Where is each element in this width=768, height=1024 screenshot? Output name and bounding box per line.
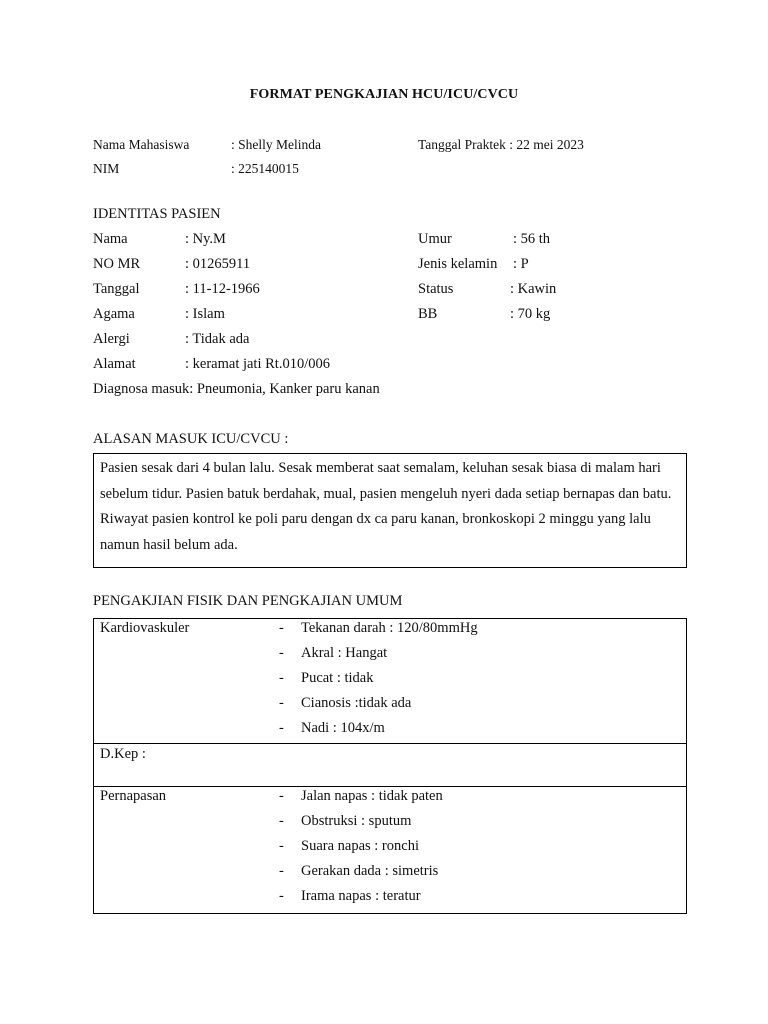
nim-value: : 225140015 (231, 161, 299, 176)
bullet-dash: - (279, 720, 284, 736)
patient-field-value: : Tidak ada (185, 331, 250, 347)
resp-item: Irama napas : teratur (301, 888, 421, 904)
nim-label: NIM (93, 161, 120, 176)
reason-section-title: ALASAN MASUK ICU/CVCU : (93, 431, 289, 447)
reason-text: Pasien sesak dari 4 bulan lalu. Sesak memberat saat semalam, keluhan sesak biasa di malam hari sebelum tidur. Pasien batuk berdahak, mual, pasien mengeluh nyeri dada setiap bernapas dan batu. Riwayat pasien kontrol ke poli paru dengan dx ca paru kanan, bronkoskopi 2 minggu yang lalu namun hasil belum ada. (100, 460, 672, 553)
table-divider (93, 786, 687, 787)
student-name-value: : Shelly Melinda (231, 137, 321, 152)
patient-section-title: IDENTITAS PASIEN (93, 206, 221, 222)
bullet-dash: - (279, 695, 284, 711)
patient-field-label: Alergi (93, 331, 130, 347)
bullet-dash: - (279, 838, 284, 854)
cardio-label: Kardiovaskuler (100, 620, 190, 636)
patient-field-value: : Islam (185, 306, 225, 322)
cardio-item: Pucat : tidak (301, 670, 374, 686)
patient-field-label: Nama (93, 231, 128, 247)
bullet-dash: - (279, 863, 284, 879)
patient-field-label: Umur (418, 231, 452, 247)
patient-field-label: Jenis kelamin (418, 256, 498, 272)
resp-item: Obstruksi : sputum (301, 813, 412, 829)
table-divider (93, 743, 687, 744)
cardio-item: Tekanan darah : 120/80mmHg (301, 620, 478, 636)
patient-field-label: Tanggal (93, 281, 140, 297)
patient-field-label: BB (418, 306, 438, 322)
diagnosis: Diagnosa masuk: Pneumonia, Kanker paru kanan (93, 381, 380, 397)
patient-field-value: : 70 kg (510, 306, 551, 322)
resp-item: Suara napas : ronchi (301, 838, 419, 854)
patient-field-value: : 56 th (513, 231, 551, 247)
patient-field-value: : 01265911 (185, 256, 251, 272)
cardio-item: Nadi : 104x/m (301, 720, 385, 736)
bullet-dash: - (279, 645, 284, 661)
patient-field-label: NO MR (93, 256, 141, 272)
resp-label: Pernapasan (100, 788, 167, 804)
bullet-dash: - (279, 788, 284, 804)
exam-section-title: PENGAKJIAN FISIK DAN PENGKAJIAN UMUM (93, 593, 403, 609)
practice-date: Tanggal Praktek : 22 mei 2023 (418, 137, 584, 152)
patient-field-value: : P (513, 256, 529, 272)
resp-item: Jalan napas : tidak paten (301, 788, 443, 804)
patient-field-value: : Kawin (510, 281, 557, 297)
patient-field-label: Status (418, 281, 454, 297)
patient-field-label: Alamat (93, 356, 136, 372)
patient-field-label: Agama (93, 306, 135, 322)
cardio-item: Cianosis :tidak ada (301, 695, 412, 711)
student-name-label: Nama Mahasiswa (93, 137, 190, 152)
bullet-dash: - (279, 670, 284, 686)
bullet-dash: - (279, 888, 284, 904)
bullet-dash: - (279, 620, 284, 636)
patient-field-value: : keramat jati Rt.010/006 (185, 356, 330, 372)
patient-field-value: : Ny.M (185, 231, 226, 247)
bullet-dash: - (279, 813, 284, 829)
cardio-item: Akral : Hangat (301, 645, 388, 661)
resp-item: Gerakan dada : simetris (301, 863, 439, 879)
patient-field-value: : 11-12-1966 (185, 281, 260, 297)
document-title: FORMAT PENGKAJIAN HCU/ICU/CVCU (249, 87, 519, 102)
dkep-label: D.Kep : (100, 746, 146, 762)
